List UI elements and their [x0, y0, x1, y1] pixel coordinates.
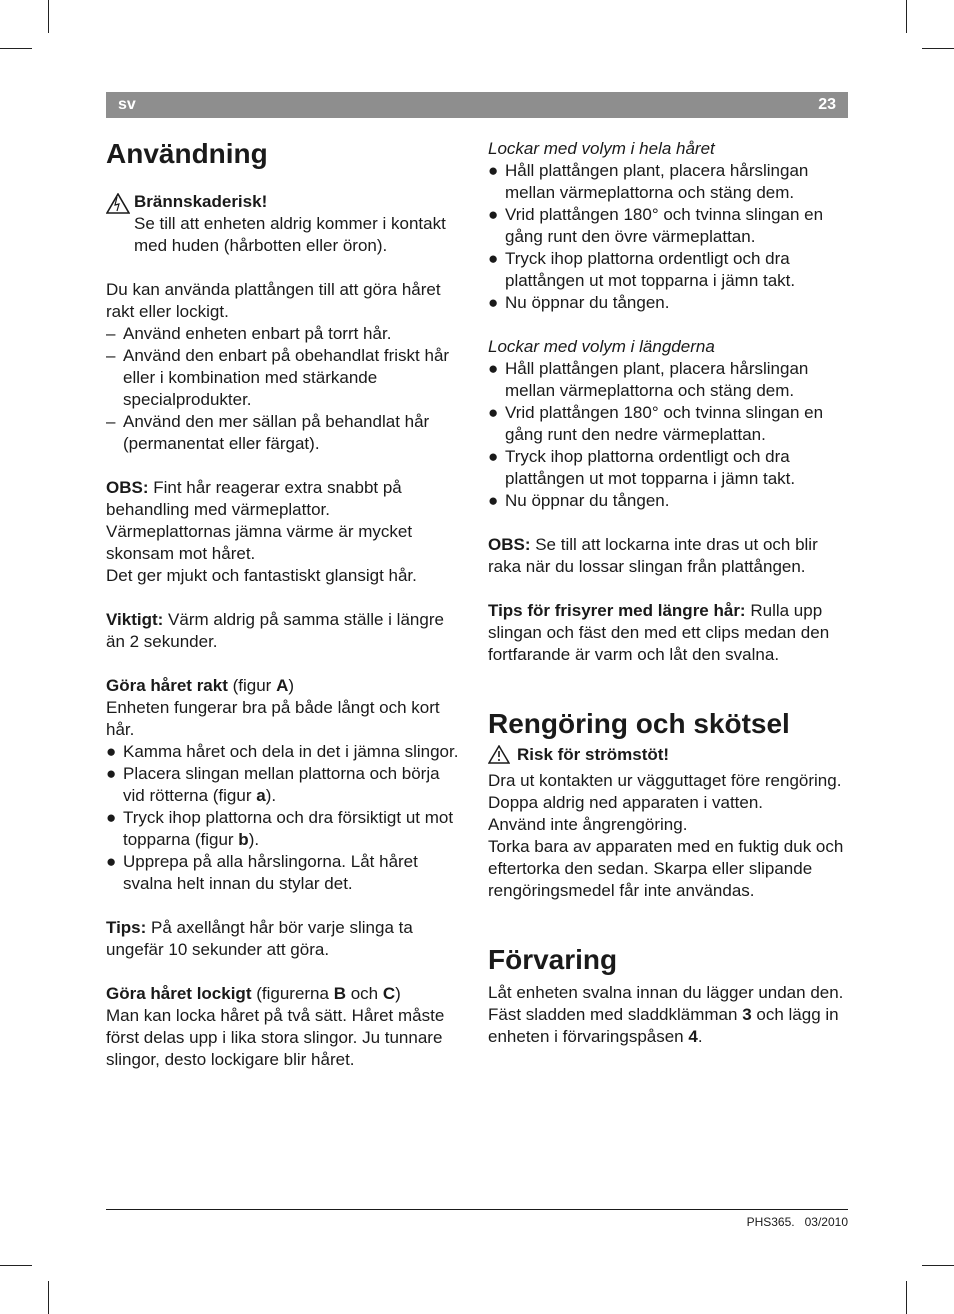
straight-heading: Göra håret rakt (figur A) [106, 676, 295, 695]
crop-mark [48, 0, 49, 33]
list-item: ● Håll plattången plant, placera hårslingan mellan värmeplattorna och stäng dem. [488, 359, 809, 400]
language-code: sv [118, 96, 136, 113]
page-number: 23 [818, 96, 836, 113]
list-item: ● Placera slingan mellan plattorna och börja vid rötterna (figur a). [106, 764, 440, 805]
long-hair-tips: Tips för frisyrer med längre hår: Rulla upp slingan och fäst den med ett clips medan den fortfarande är varm och låt den svalna. [488, 601, 830, 664]
storage-text: Låt enheten svalna innan du lägger undan den. [488, 983, 844, 1002]
section-title-storage: Förvaring [488, 944, 618, 975]
volume-all-heading: Lockar med volym i hela håret [488, 139, 715, 158]
crop-mark [0, 48, 32, 49]
intro-text: Du kan använda plattången till att göra håret rakt eller lockigt. [106, 280, 441, 321]
model-number: PHS365. [746, 1215, 795, 1229]
crop-mark [906, 0, 907, 33]
tips-note: Tips: På axellångt hår bör varje slinga ta ungefär 10 sekunder att göra. [106, 918, 413, 959]
crop-mark [906, 1281, 907, 1314]
footer-rule [106, 1209, 848, 1210]
storage-text: Fäst sladden med sladdklämman 3 och lägg in enheten i förvaringspåsen 4. [488, 1005, 839, 1046]
warning-title: Risk för strömstöt! [517, 745, 670, 764]
list-item: ● Tryck ihop plattorna ordentligt och dra plattången ut mot topparna i jämn takt. [488, 447, 796, 488]
curly-heading: Göra håret lockigt (figurerna B och C) [106, 984, 401, 1003]
left-column [106, 138, 461, 1071]
list-item: ● Upprepa på alla hårslingorna. Låt håret svalna helt innan du stylar det. [106, 852, 418, 893]
edition-date: 03/2010 [804, 1215, 848, 1229]
list-item: ● Vrid plattången 180° och tvinna slingan en gång runt den övre värmeplattan. [488, 205, 824, 246]
section-title-cleaning: Rengöring och skötsel [488, 708, 790, 739]
cleaning-text: Torka bara av apparaten med en fuktig duk och eftertorka den sedan. Skarpa eller slipande rengöringsmedel får inte användas. [488, 837, 844, 900]
cleaning-text: Dra ut kontakten ur vägguttaget före rengöring. [488, 771, 842, 790]
shock-warning [488, 744, 850, 770]
list-item: ● Vrid plattången 180° och tvinna slingan en gång runt den nedre värmeplattan. [488, 403, 824, 444]
list-item: – Använd enheten enbart på torrt hår. [106, 324, 392, 343]
crop-mark [48, 1281, 49, 1314]
warning-title: Brännskaderisk! [134, 192, 268, 211]
cleaning-text: Doppa aldrig ned apparaten i vatten. [488, 793, 764, 812]
list-item: – Använd den enbart på obehandlat friskt hår eller i kombination med stärkande specialprodukter. [106, 346, 450, 409]
straight-intro: Enheten fungerar bra på både långt och kort hår. [106, 698, 440, 739]
curly-text: Man kan locka håret på två sätt. Håret måste först delas upp i lika stora slingor. Ju tunnare slingor, desto lockigare blir håret. [106, 1006, 445, 1069]
volume-length-heading: Lockar med volym i längderna [488, 337, 715, 356]
important-note: Viktigt: Värm aldrig på samma ställe i längre än 2 sekunder. [106, 610, 444, 651]
list-item: ● Kamma håret och dela in det i jämna slingor. [106, 742, 459, 761]
list-item: ● Tryck ihop plattorna och dra försiktigt ut mot topparna (figur b). [106, 808, 454, 849]
list-item: ● Nu öppnar du tången. [488, 293, 670, 312]
header-bar [106, 92, 848, 118]
obs-note: OBS: Fint hår reagerar extra snabbt på behandling med värmeplattor. [106, 478, 402, 519]
warning-triangle-icon [106, 191, 134, 257]
obs-note-line: Det ger mjukt och fantastiskt glansigt hår. [106, 566, 417, 585]
cleaning-text: Använd inte ångrengöring. [488, 815, 688, 834]
right-column [488, 138, 850, 1048]
obs-note-line: Värmeplattornas jämna värme är mycket skonsam mot håret. [106, 522, 413, 563]
crop-mark [922, 1265, 954, 1266]
warning-triangle-icon [488, 744, 517, 770]
footer [737, 1214, 848, 1230]
section-title-usage: Användning [106, 138, 268, 169]
burn-warning [106, 191, 461, 257]
list-item: ● Håll plattången plant, placera hårslingan mellan värmeplattorna och stäng dem. [488, 161, 809, 202]
warning-text: Se till att enheten aldrig kommer i kontakt med huden (hårbotten eller öron). [134, 214, 446, 255]
crop-mark [0, 1265, 32, 1266]
list-item: – Använd den mer sällan på behandlat hår (permanentat eller färgat). [106, 412, 430, 453]
list-item: ● Tryck ihop plattorna ordentligt och dra plattången ut mot topparna i jämn takt. [488, 249, 796, 290]
obs-note: OBS: Se till att lockarna inte dras ut och blir raka när du lossar slingan från plattången. [488, 535, 818, 576]
crop-mark [922, 48, 954, 49]
list-item: ● Nu öppnar du tången. [488, 491, 670, 510]
